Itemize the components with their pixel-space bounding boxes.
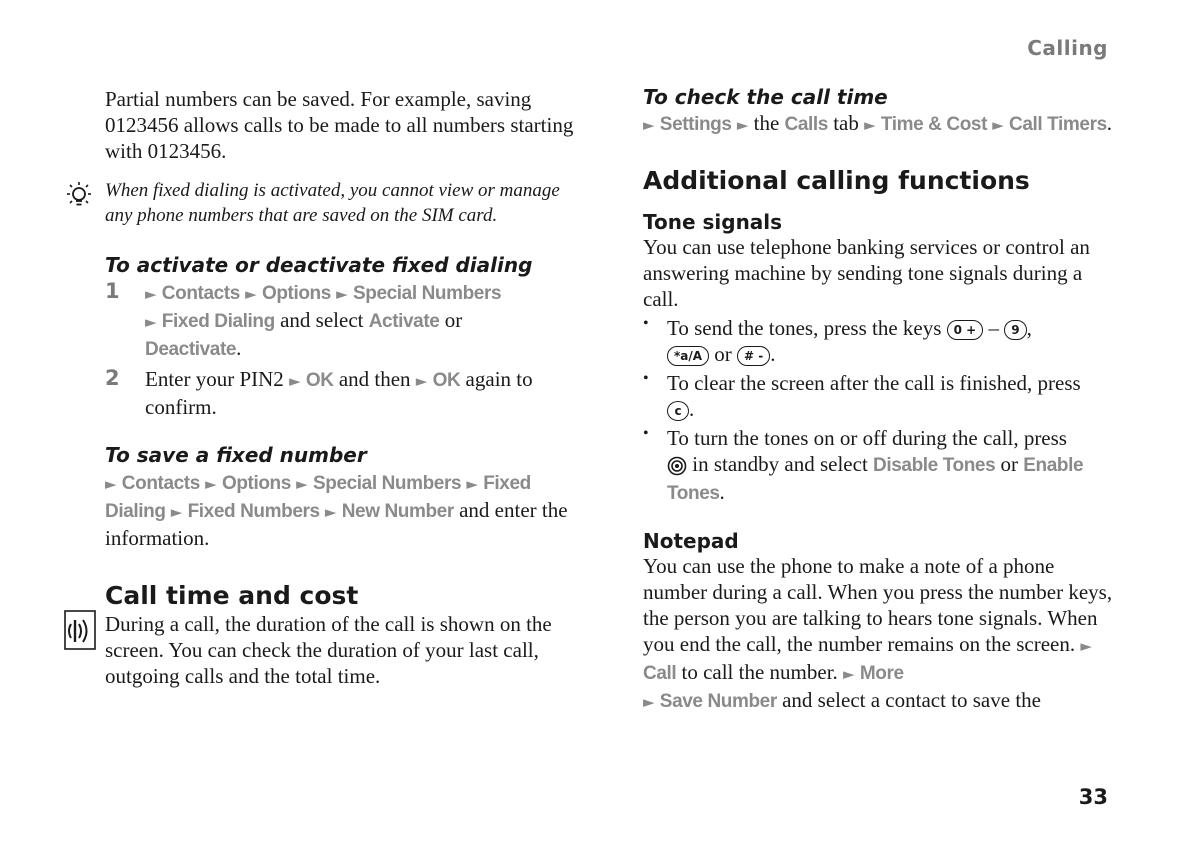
text: To clear the screen after the call is finished, press	[667, 371, 1081, 395]
tone-signals-paragraph: You can use telephone banking services or control an answering machine by sending tone signals during a call.	[643, 235, 1090, 311]
menu-calls: Calls	[784, 114, 828, 135]
menu-deactivate: Deactivate	[145, 339, 237, 360]
menu-fixed-dialing: Fixed Dialing	[161, 311, 275, 332]
step-number: 2	[105, 366, 120, 390]
right-column	[643, 86, 1113, 715]
menu-contacts: Contacts	[161, 283, 240, 304]
text: again to confirm.	[145, 367, 533, 419]
menu-options: Options	[221, 473, 291, 494]
menu-enable-tones: Enable Tones	[667, 455, 1084, 504]
text: –	[983, 316, 1005, 340]
arrow-icon: ►	[415, 372, 428, 390]
lightbulb-tip-icon	[62, 181, 96, 211]
step-1	[105, 279, 575, 363]
arrow-icon: ►	[289, 372, 301, 390]
call-time-and-cost-heading: Call time and cost	[105, 581, 359, 610]
arrow-icon: ►	[324, 503, 337, 521]
arrow-icon: ►	[466, 475, 478, 493]
arrow-icon: ►	[843, 665, 855, 683]
arrow-icon: ►	[336, 285, 348, 303]
text: and select	[274, 308, 369, 332]
arrow-icon: ►	[205, 475, 217, 493]
text: .	[770, 342, 776, 366]
tone-signals-heading: Tone signals	[643, 210, 783, 234]
network-service-icon	[64, 610, 96, 650]
check-call-time-heading: To check the call time	[643, 85, 888, 109]
menu-time-cost: Time & Cost	[880, 114, 987, 135]
page-number: 33	[1078, 785, 1108, 809]
text: Enter your PIN2	[145, 367, 290, 391]
check-call-time-text	[643, 110, 1113, 138]
text: To turn the tones on or off during the call, press	[667, 426, 1067, 450]
text: the	[748, 111, 785, 135]
key-0-plus-icon: 0 +	[947, 320, 984, 340]
menu-options: Options	[261, 283, 331, 304]
additional-calling-functions-heading: Additional calling functions	[643, 166, 1030, 195]
menu-fixed-numbers: Fixed Numbers	[187, 501, 320, 522]
arrow-icon: ►	[145, 313, 157, 331]
section-label: Calling	[1027, 36, 1108, 60]
list-item	[643, 370, 1113, 422]
arrow-icon: ►	[643, 116, 655, 134]
arrow-icon: ►	[992, 116, 1004, 134]
arrow-icon: ►	[736, 116, 749, 134]
text: .	[236, 336, 242, 360]
text: and select a contact to save the	[776, 688, 1041, 712]
text: in standby and select	[687, 452, 874, 476]
text: .	[719, 480, 725, 504]
menu-settings: Settings	[659, 114, 732, 135]
intro-paragraph: Partial numbers can be saved. For example, saving 0123456 allows calls to be made to all numbers starting with 0123456.	[105, 87, 574, 163]
bullet: •	[643, 425, 649, 442]
text: and then	[333, 367, 416, 391]
arrow-icon: ►	[245, 285, 257, 303]
step-number: 1	[105, 279, 120, 303]
arrow-icon: ►	[643, 693, 655, 711]
arrow-icon: ►	[170, 503, 183, 521]
step-1-text	[145, 279, 575, 363]
arrow-icon: ►	[864, 116, 876, 134]
arrow-icon: ►	[105, 475, 117, 493]
menu-disable-tones: Disable Tones	[873, 455, 996, 476]
save-fixed-number-heading: To save a fixed number	[105, 443, 367, 467]
menu-save-number: Save Number	[659, 691, 777, 712]
list-item	[643, 425, 1113, 507]
menu-more: More	[859, 663, 904, 684]
text: .	[1106, 111, 1112, 135]
key-c-icon: c	[667, 401, 689, 421]
text: .	[689, 397, 695, 421]
menu-special-numbers: Special Numbers	[312, 473, 462, 494]
bullet: •	[643, 315, 649, 332]
arrow-icon: ►	[1080, 637, 1092, 655]
step-2-text	[145, 366, 575, 420]
menu-ok: OK	[432, 370, 461, 391]
step-2	[105, 366, 575, 420]
text: You can use the phone to make a note of a phone number during a call. When you press the number keys, the person you are talking to hears tone signals. When you end the call, the number remains on the screen.	[643, 554, 1113, 656]
text: tab	[827, 111, 865, 135]
activate-fixed-dialing-heading: To activate or deactivate fixed dialing	[105, 253, 533, 277]
arrow-icon: ►	[296, 475, 308, 493]
bullet-clear-screen	[667, 370, 1113, 422]
save-fixed-number-text	[105, 469, 575, 551]
menu-fixed-dialing: Fixed Dialing	[105, 473, 531, 522]
text: and enter the information.	[105, 498, 568, 550]
list-item	[643, 315, 1113, 367]
menu-contacts: Contacts	[121, 473, 200, 494]
key-star-icon: *a/A	[667, 346, 709, 366]
menu-call: Call	[643, 663, 677, 684]
menu-ok: OK	[305, 370, 334, 391]
key-hash-icon: # -	[737, 346, 770, 366]
text: or	[995, 452, 1024, 476]
menu-activate: Activate	[368, 311, 440, 332]
notepad-paragraph	[643, 553, 1113, 715]
text: to call the number.	[676, 660, 844, 684]
call-time-paragraph: During a call, the duration of the call is shown on the screen. You can check the duration of your last call, outgoing calls and the total time.	[105, 612, 552, 688]
arrow-icon: ►	[145, 285, 157, 303]
text: To send the tones, press the keys	[667, 316, 947, 340]
bullet: •	[643, 370, 649, 387]
menu-special-numbers: Special Numbers	[352, 283, 502, 304]
menu-new-number: New Number	[341, 501, 454, 522]
text: or	[439, 308, 463, 332]
text: ,	[1026, 316, 1032, 340]
tip-note: When fixed dialing is activated, you cannot view or manage any phone numbers that are saved on the SIM card.	[105, 180, 560, 226]
left-column	[105, 86, 575, 689]
navigation-key-icon	[667, 456, 687, 476]
text: or	[709, 342, 738, 366]
menu-call-timers: Call Timers	[1009, 114, 1107, 135]
bullet-turn-tones	[667, 425, 1113, 507]
key-9-icon: 9	[1004, 320, 1026, 340]
bullet-send-tones	[667, 315, 1113, 367]
notepad-heading: Notepad	[643, 529, 739, 553]
